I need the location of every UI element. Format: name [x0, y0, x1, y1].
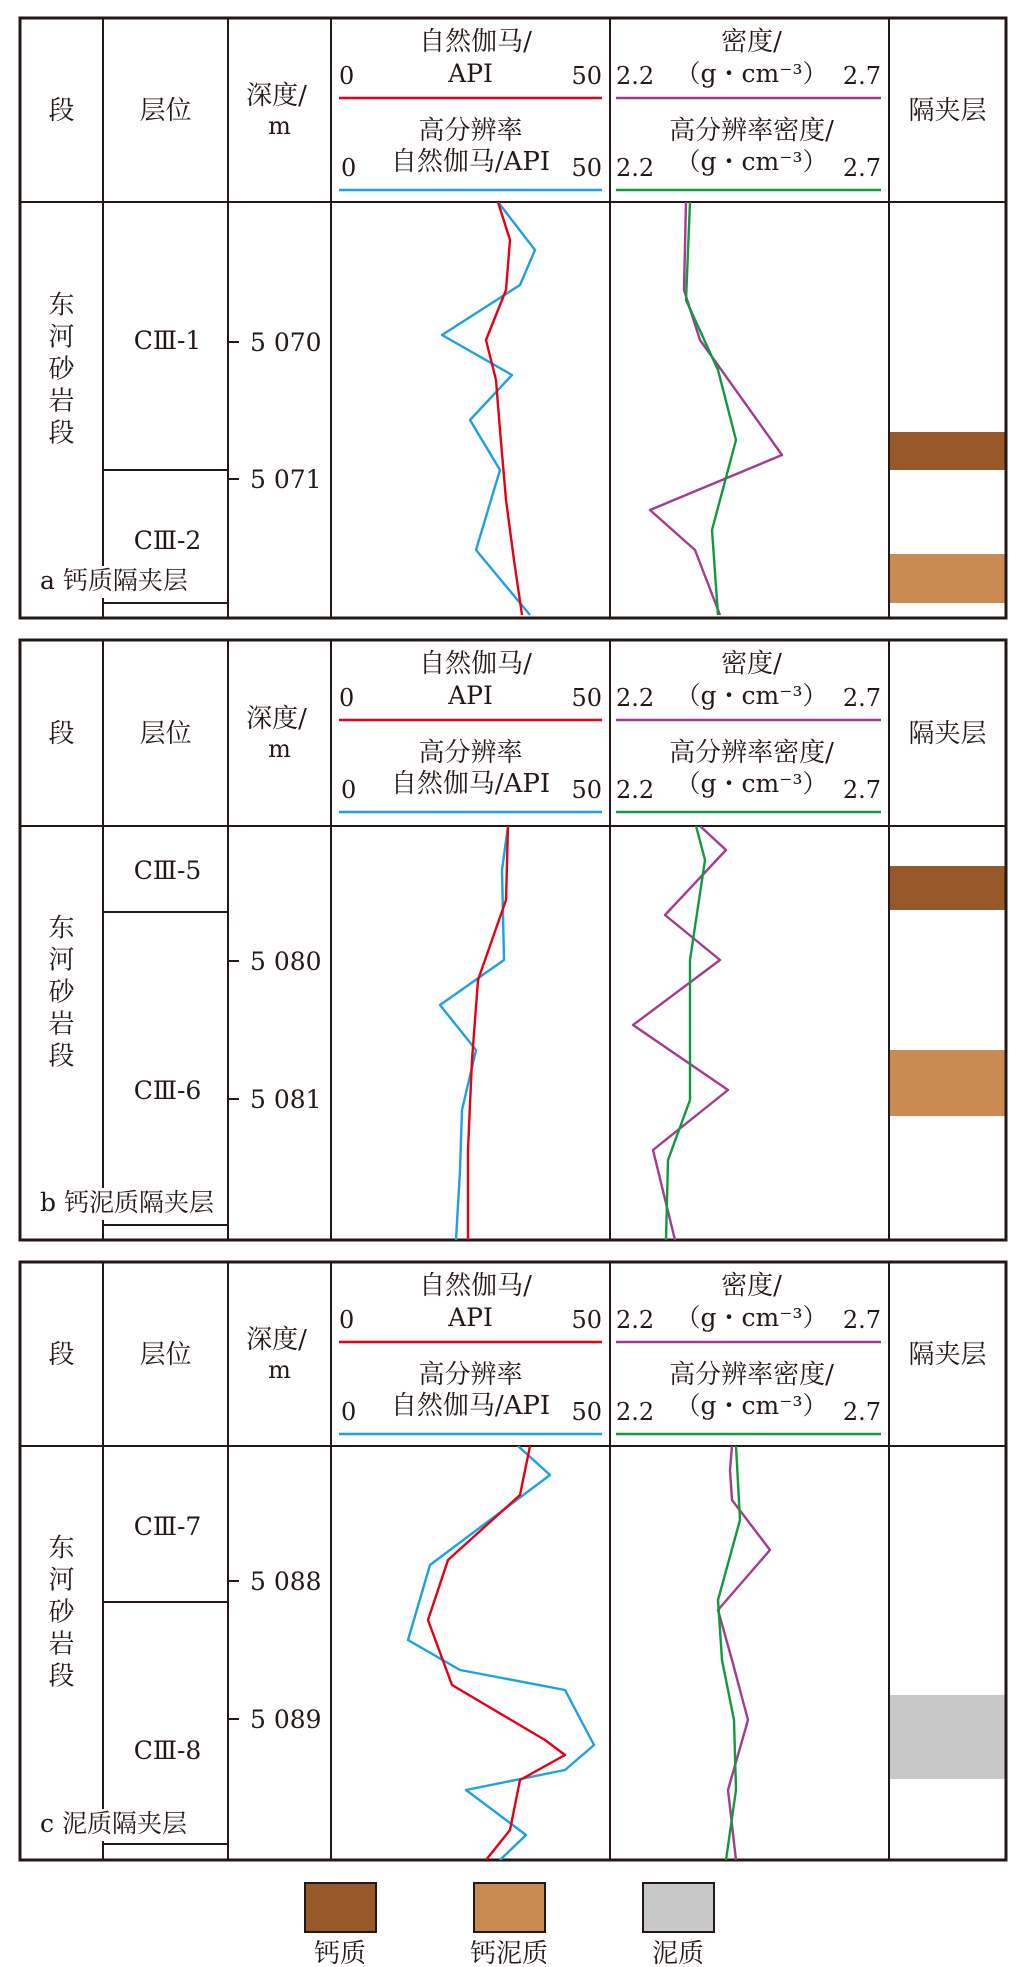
hrgr-scale-min: 0 — [341, 1398, 357, 1426]
segment-char: 河 — [48, 1565, 75, 1596]
gr-scale-max: 50 — [571, 62, 602, 90]
panel-caption: b 钙泥质隔夹层 — [40, 1188, 214, 1217]
segment-char: 段 — [48, 1041, 75, 1072]
hrgr-curve — [442, 202, 535, 615]
hrgr-scale-min: 0 — [341, 776, 357, 804]
hrdensity-unit: （g・cm⁻³） — [675, 1391, 828, 1420]
depth-label: 5 081 — [250, 1085, 322, 1114]
layer-label: CⅢ-7 — [133, 1512, 202, 1541]
density-curve — [650, 202, 782, 615]
gr-scale-min: 0 — [339, 62, 355, 90]
interlayer-band-calcareous — [889, 432, 1006, 470]
depth-label: 5 071 — [250, 465, 322, 494]
gr-unit: API — [448, 681, 493, 710]
density-scale-min: 2.2 — [616, 62, 655, 90]
legend-item — [643, 1883, 714, 1967]
header-interlayer: 隔夹层 — [908, 719, 987, 749]
hrgr-scale-max: 50 — [571, 776, 602, 804]
panel-a — [20, 18, 1006, 618]
segment-char: 段 — [48, 418, 75, 449]
header-interlayer: 隔夹层 — [908, 96, 987, 126]
hrgr-unit: 自然伽马/API — [390, 769, 551, 799]
density-scale-min: 2.2 — [616, 1306, 655, 1334]
header-depth-unit: m — [268, 1356, 291, 1384]
segment-char: 砂 — [48, 977, 75, 1008]
panel-caption: c 泥质隔夹层 — [40, 1809, 187, 1838]
header-interlayer: 隔夹层 — [908, 1340, 987, 1370]
hrdensity-title: 高分辨率密度/ — [669, 1360, 834, 1390]
hrgr-curve — [408, 1446, 594, 1860]
legend-label: 泥质 — [651, 1939, 705, 1967]
panel-b — [20, 640, 1006, 1240]
legend-label: 钙泥质 — [469, 1939, 549, 1967]
hrgr-unit: 自然伽马/API — [390, 1391, 551, 1421]
hrgr-title: 高分辨率 — [418, 738, 523, 768]
density-curve — [633, 826, 728, 1240]
hrgr-title: 高分辨率 — [418, 1360, 523, 1390]
header-segment: 段 — [48, 96, 75, 126]
layer-label: CⅢ-1 — [133, 326, 202, 355]
legend-item — [470, 1883, 548, 1967]
header-depth-unit: m — [268, 112, 291, 140]
interlayer-band-calcareous — [889, 866, 1006, 910]
density-unit: （g・cm⁻³） — [675, 59, 828, 88]
header-segment: 段 — [48, 719, 75, 749]
legend-swatch — [643, 1883, 714, 1932]
hrdensity-scale-max: 2.7 — [842, 154, 881, 182]
header-depth: 深度/ — [246, 704, 307, 734]
panel-c — [20, 1262, 1006, 1860]
gr-scale-min: 0 — [339, 684, 355, 712]
gr-title: 自然伽马/ — [419, 649, 532, 679]
hrdensity-scale-max: 2.7 — [842, 776, 881, 804]
layer-label: CⅢ-8 — [133, 1736, 202, 1765]
depth-label: 5 088 — [250, 1567, 322, 1596]
density-scale-max: 2.7 — [842, 684, 881, 712]
interlayer-band-calc-argillaceous — [889, 554, 1006, 603]
header-layer: 层位 — [139, 719, 192, 749]
segment-char: 砂 — [48, 354, 75, 385]
density-scale-min: 2.2 — [616, 684, 655, 712]
segment-char: 东 — [48, 290, 75, 321]
legend-swatch — [305, 1883, 376, 1932]
hrdensity-unit: （g・cm⁻³） — [675, 769, 828, 798]
legend-label: 钙质 — [313, 1939, 367, 1967]
density-scale-max: 2.7 — [842, 1306, 881, 1334]
density-track — [718, 1446, 770, 1860]
hrdensity-unit: （g・cm⁻³） — [675, 147, 828, 176]
segment-char: 岩 — [48, 386, 75, 417]
gr-unit: API — [448, 1303, 493, 1332]
density-title: 密度/ — [721, 1271, 782, 1301]
segment-char: 东 — [48, 1533, 75, 1564]
hrdensity-scale-max: 2.7 — [842, 1398, 881, 1426]
segment-char: 段 — [48, 1661, 75, 1692]
legend — [305, 1883, 714, 1967]
hrgr-title: 高分辨率 — [418, 116, 523, 146]
segment-char: 河 — [48, 322, 75, 353]
hrdensity-curve — [666, 826, 705, 1240]
interlayer-band-argillaceous — [889, 1695, 1006, 1779]
gr-scale-max: 50 — [571, 1306, 602, 1334]
header-segment: 段 — [48, 1340, 75, 1370]
panel-caption: a 钙质隔夹层 — [40, 566, 188, 595]
depth-label: 5 070 — [250, 328, 322, 357]
density-track — [633, 826, 728, 1240]
density-title: 密度/ — [721, 27, 782, 57]
hrdensity-scale-min: 2.2 — [616, 154, 655, 182]
gr-track — [408, 1446, 594, 1860]
header-depth-unit: m — [268, 735, 291, 763]
segment-char: 岩 — [48, 1009, 75, 1040]
density-curve — [718, 1446, 770, 1860]
hrdensity-scale-min: 2.2 — [616, 776, 655, 804]
gr-title: 自然伽马/ — [419, 1271, 532, 1301]
density-unit: （g・cm⁻³） — [675, 681, 828, 710]
gr-curve — [428, 1446, 565, 1860]
gr-track — [440, 826, 508, 1240]
layer-label: CⅢ-6 — [133, 1076, 202, 1105]
hrdensity-curve — [686, 202, 736, 615]
hrdensity-title: 高分辨率密度/ — [669, 738, 834, 768]
hrdensity-title: 高分辨率密度/ — [669, 116, 834, 146]
gr-track — [442, 202, 535, 615]
header-depth: 深度/ — [246, 1325, 307, 1355]
gr-scale-min: 0 — [339, 1306, 355, 1334]
layer-label: CⅢ-2 — [133, 526, 202, 555]
gr-unit: API — [448, 59, 493, 88]
header-layer: 层位 — [139, 1340, 192, 1370]
density-track — [650, 202, 782, 615]
legend-swatch — [474, 1883, 545, 1932]
hrgr-unit: 自然伽马/API — [390, 147, 551, 177]
interlayer-band-calc-argillaceous — [889, 1050, 1006, 1116]
hrgr-scale-min: 0 — [341, 154, 357, 182]
gr-scale-max: 50 — [571, 684, 602, 712]
segment-char: 岩 — [48, 1629, 75, 1660]
depth-label: 5 089 — [250, 1705, 322, 1734]
hrgr-scale-max: 50 — [571, 154, 602, 182]
density-title: 密度/ — [721, 649, 782, 679]
hrdensity-scale-min: 2.2 — [616, 1398, 655, 1426]
segment-char: 河 — [48, 945, 75, 976]
header-depth: 深度/ — [246, 81, 307, 111]
gr-curve — [486, 202, 522, 615]
density-unit: （g・cm⁻³） — [675, 1303, 828, 1332]
gr-title: 自然伽马/ — [419, 27, 532, 57]
segment-char: 东 — [48, 913, 75, 944]
depth-label: 5 080 — [250, 947, 322, 976]
legend-item — [305, 1883, 376, 1967]
density-scale-max: 2.7 — [842, 62, 881, 90]
hrgr-scale-max: 50 — [571, 1398, 602, 1426]
layer-label: CⅢ-5 — [133, 856, 202, 885]
header-layer: 层位 — [139, 96, 192, 126]
segment-char: 砂 — [48, 1597, 75, 1628]
